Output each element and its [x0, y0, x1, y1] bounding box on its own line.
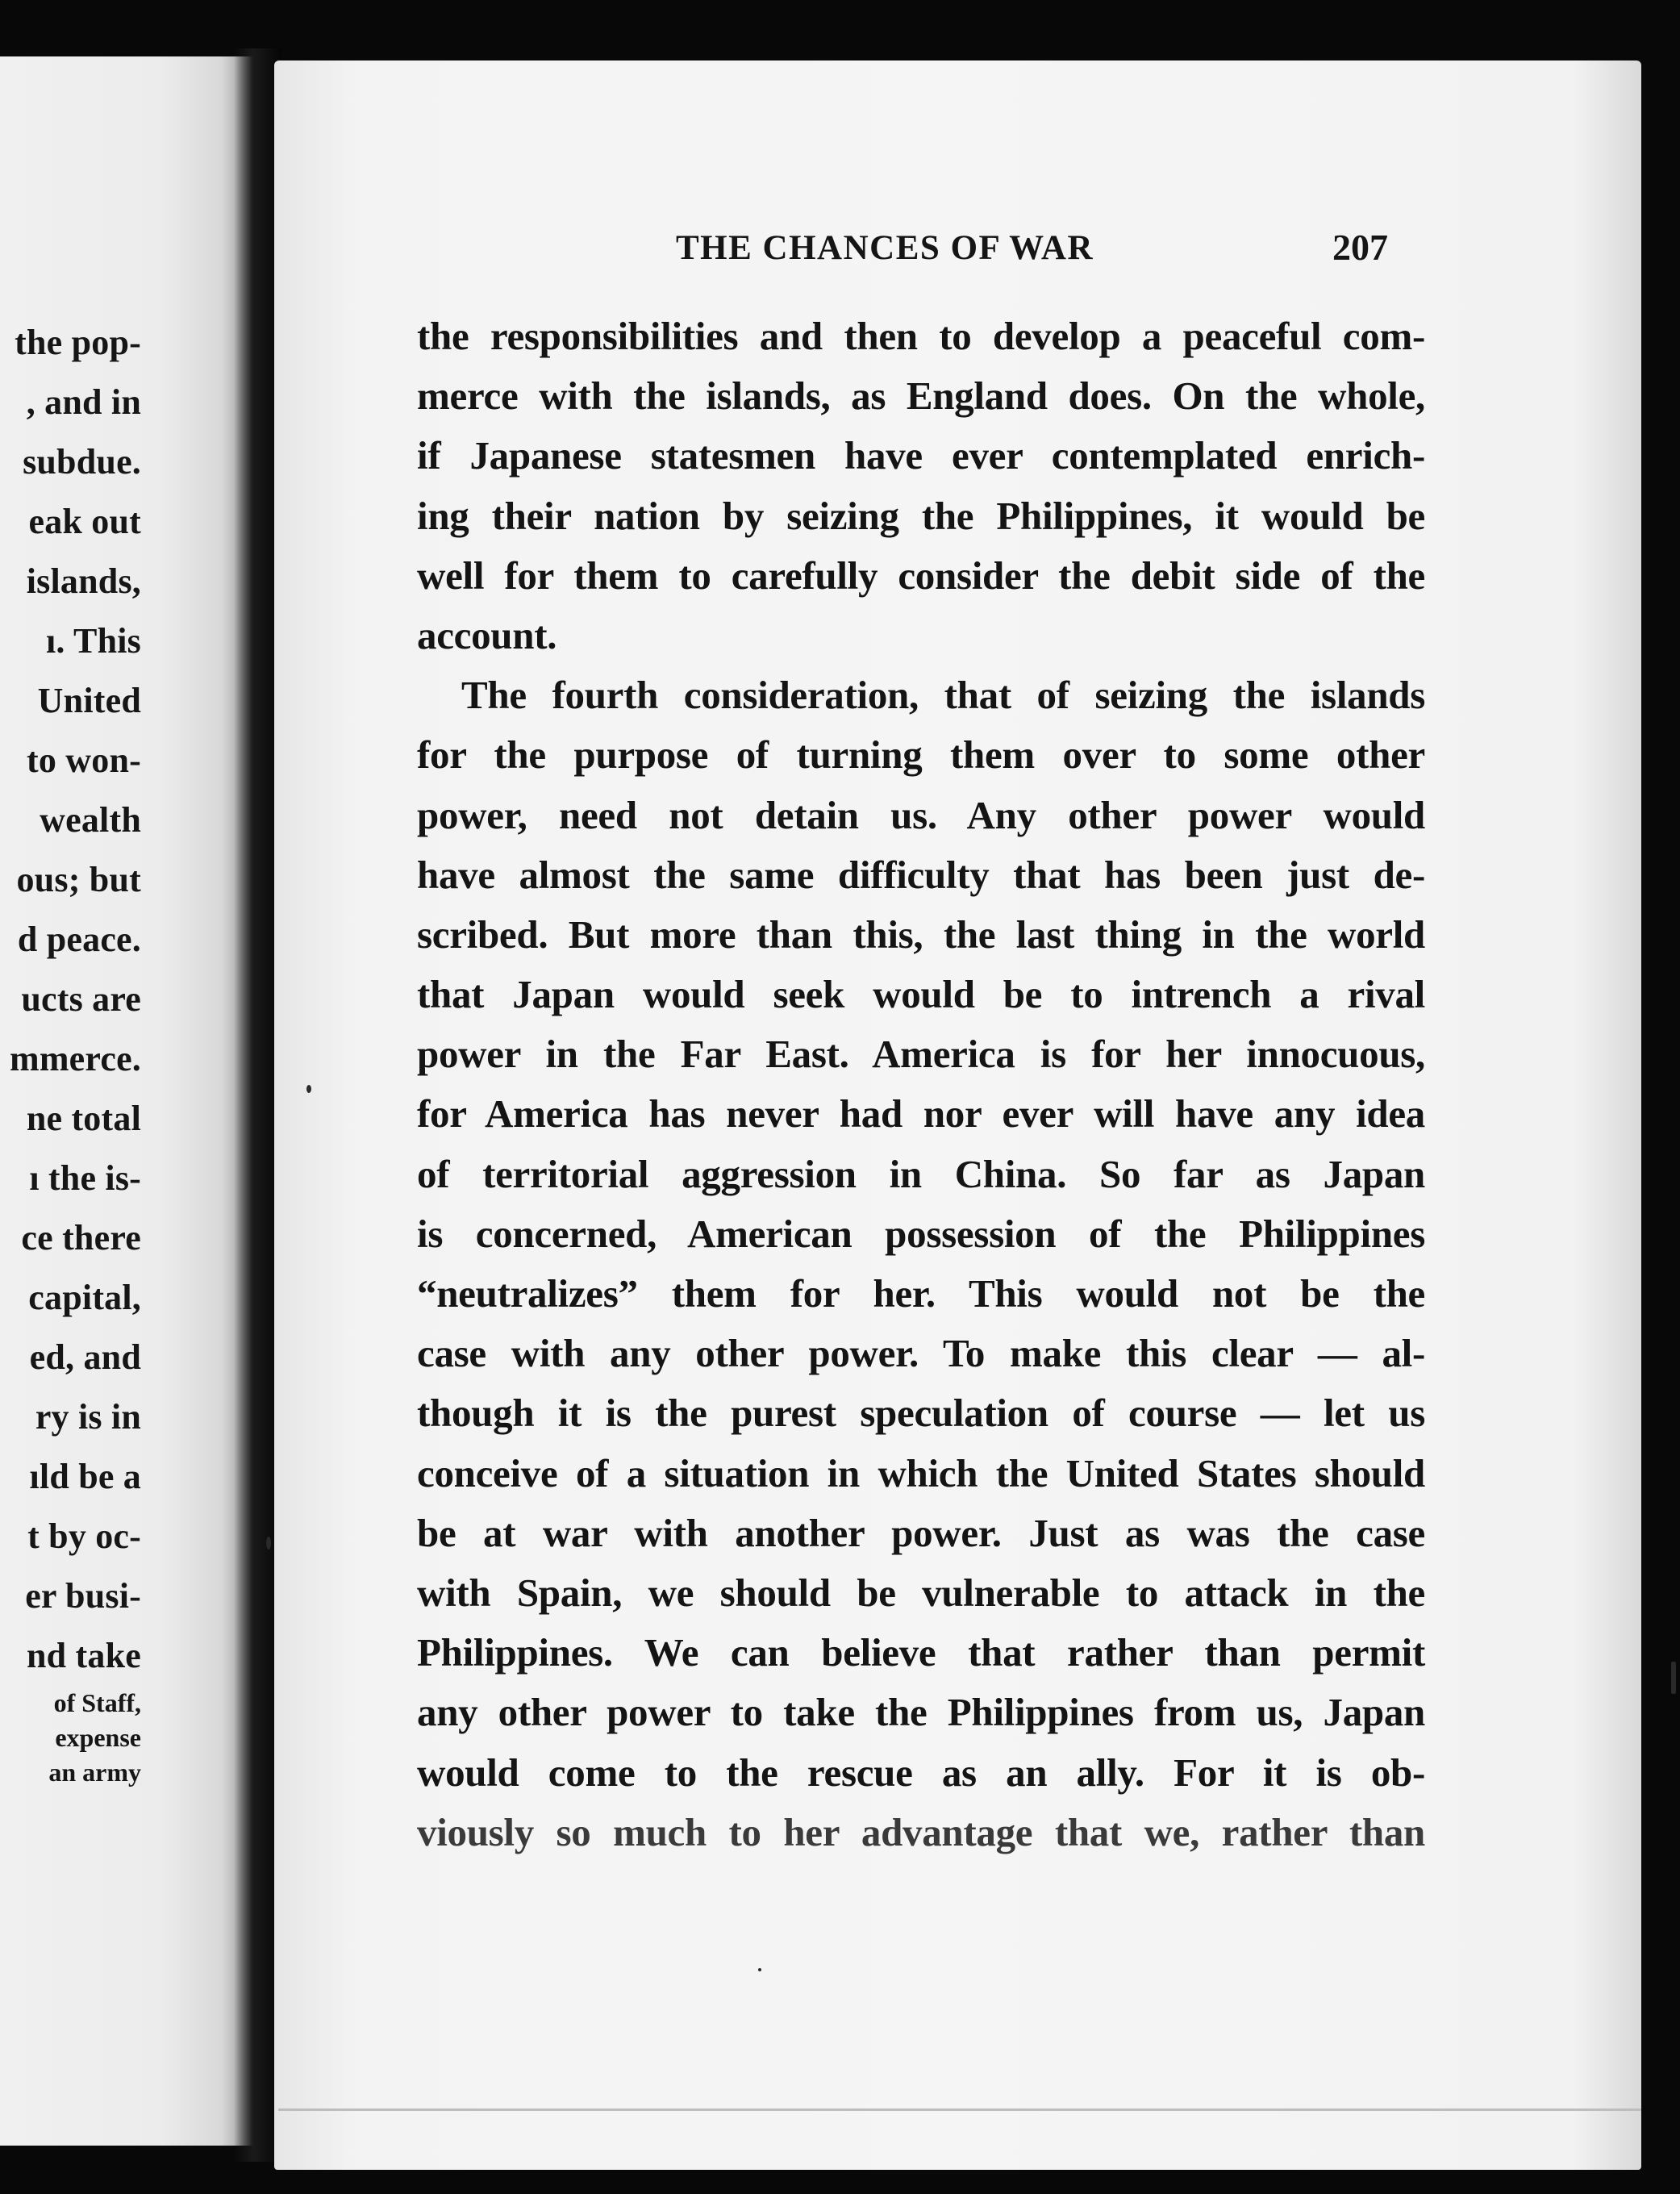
text-line: of territorial aggression in China. So far as Japan — [417, 1151, 1425, 1196]
left-text-line: wealth — [40, 800, 141, 840]
running-header: THE CHANCES OF WAR — [676, 229, 1094, 267]
left-text-line: nd take — [27, 1636, 141, 1675]
text-line: power in the Far East. America is for her innocuous, — [417, 1032, 1425, 1077]
left-text-line: d peace. — [17, 920, 141, 959]
left-page-text-fragment — [0, 313, 141, 1790]
text-line: that Japan would seek would be to intrench a rival — [417, 972, 1425, 1017]
left-text-line: subdue. — [23, 442, 141, 482]
text-line: viously so much to her advantage that we, rather than — [417, 1809, 1425, 1854]
text-line: though it is the purest speculation of course — let us — [417, 1391, 1425, 1436]
text-line: be at war with another power. Just as was the case — [417, 1510, 1425, 1555]
left-text-line: ucts are — [21, 979, 141, 1019]
page-number: 207 — [1332, 227, 1388, 268]
scan-speck — [1671, 1662, 1676, 1694]
left-text-line: capital, — [28, 1278, 141, 1317]
left-text-line: ry is in — [35, 1397, 141, 1437]
text-line: is concerned, American possession of the Philippines — [417, 1211, 1425, 1256]
text-line: “neutralizes” them for her. This would not be the — [417, 1271, 1425, 1316]
text-line: conceive of a situation in which the United States should — [417, 1450, 1425, 1495]
left-text-line: t by oc- — [27, 1516, 141, 1556]
body-text — [417, 307, 1425, 1862]
scan-speck — [758, 1968, 761, 1971]
text-line: the responsibilities and then to develop a peaceful com- — [417, 314, 1425, 358]
left-text-line: , and in — [26, 382, 141, 422]
left-text-line: to won- — [27, 740, 141, 780]
text-line: Philippines. We can believe that rather than permit — [417, 1630, 1425, 1675]
left-text-line: mmerce. — [9, 1039, 141, 1078]
text-line: case with any other power. To make this clear — al- — [417, 1331, 1425, 1376]
text-line: have almost the same difficulty that has been just de- — [417, 852, 1425, 897]
left-text-line: ıld be a — [29, 1457, 141, 1496]
left-text-line: eak out — [28, 502, 141, 541]
text-line: if Japanese statesmen have ever contemplated enrich- — [417, 433, 1425, 478]
page-bottom-edge — [278, 2097, 1641, 2111]
text-line: scribed. But more than this, the last thing in the world — [417, 911, 1425, 957]
left-footnote-line: of Staff, — [53, 1688, 141, 1717]
text-line: ing their nation by seizing the Philippines, it would be — [417, 493, 1425, 538]
scan-speck — [306, 1085, 311, 1093]
left-text-line: United — [37, 681, 141, 720]
left-footnote-block — [0, 1686, 141, 1790]
left-text-line: er busi- — [25, 1576, 141, 1616]
text-line: would come to the rescue as an ally. For it is ob- — [417, 1750, 1425, 1795]
left-text-line: the pop- — [15, 323, 141, 362]
text-line: power, need not detain us. Any other power would — [417, 792, 1425, 837]
text-line: account. — [417, 612, 557, 657]
left-text-line: ed, and — [29, 1337, 141, 1377]
text-line: with Spain, we should be vulnerable to attack in the — [417, 1570, 1425, 1615]
text-line: any other power to take the Philippines from us, Japan — [417, 1690, 1425, 1735]
left-text-line: ous; but — [16, 860, 141, 899]
left-facing-page — [0, 56, 270, 2146]
text-line: for America has never had nor ever will have any idea — [417, 1091, 1425, 1137]
text-line: for the purpose of turning them over to some other — [417, 732, 1425, 778]
left-text-line: ı. This — [46, 621, 141, 661]
left-footnote-line: expense — [55, 1723, 141, 1752]
left-footnote-line: an army — [48, 1758, 141, 1787]
left-text-line: ne total — [26, 1099, 141, 1138]
text-line: merce with the islands, as England does. On the whole, — [417, 373, 1425, 419]
paragraph-start-line: The fourth consideration, that of seizing the islands — [461, 673, 1425, 718]
left-text-line: ce there — [21, 1218, 141, 1258]
left-text-line: islands, — [26, 561, 141, 601]
left-text-line: ı the is- — [29, 1158, 141, 1198]
text-line: well for them to carefully consider the debit side of the — [417, 553, 1425, 598]
scan-speck — [266, 1537, 271, 1550]
